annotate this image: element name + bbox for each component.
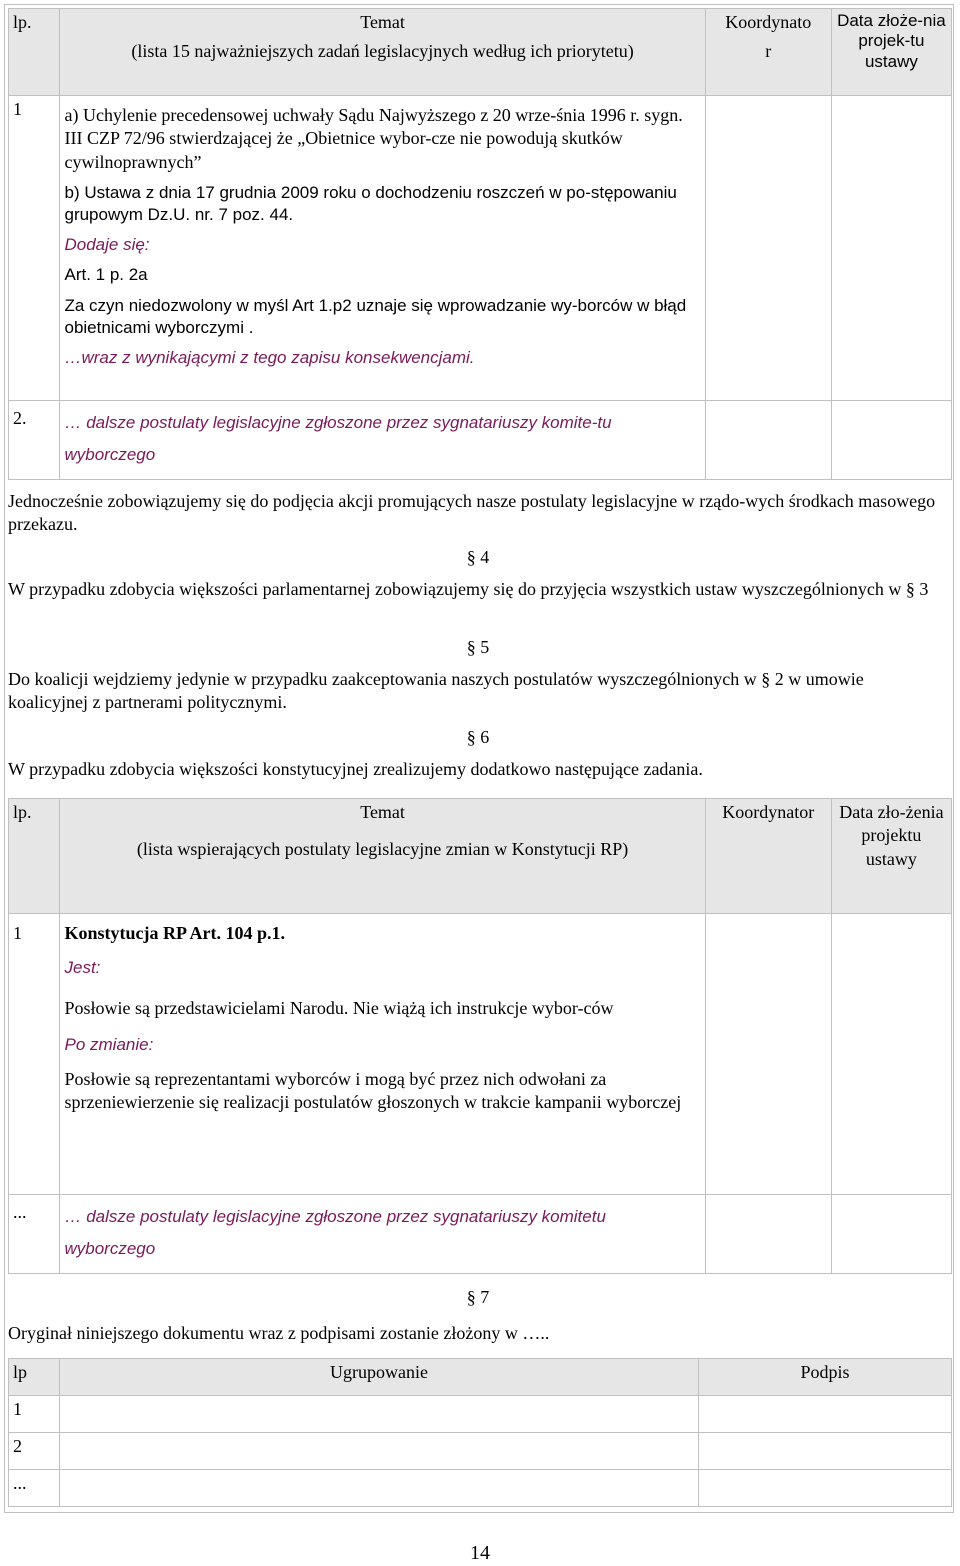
row2-koordynator bbox=[705, 1195, 831, 1274]
header-data: Data zło-żenia projektu ustawy bbox=[831, 799, 951, 914]
row1-a: a) Uchylenie precedensowej uchwały Sądu Najwyższego z 20 wrze-śnia 1996 r. sygn. III CZP 72/96 stwierdzającej że „Obietnice wybor-cze nie powodują skutków cywilnoprawnych” bbox=[64, 105, 683, 172]
table-row bbox=[9, 1433, 952, 1470]
header-data: Data złoże-nia projek-tu ustawy bbox=[831, 9, 951, 96]
row1-jest: Jest: bbox=[64, 958, 101, 978]
header-lp: lp. bbox=[9, 799, 60, 914]
row-ugrupowanie bbox=[60, 1470, 699, 1507]
header-temat-subtitle: (lista wspierających postulaty legislacyjne zmian w Konstytucji RP) bbox=[136, 839, 629, 860]
row-podpis bbox=[699, 1470, 952, 1507]
row-lp: 2 bbox=[9, 1433, 60, 1470]
table-row bbox=[9, 1470, 952, 1507]
header-lp: lp. bbox=[9, 9, 60, 96]
row2-text: … dalsze postulaty legislacyjne zgłoszone przez sygnatariuszy komitetu wyborczego bbox=[60, 1195, 705, 1274]
table-row bbox=[9, 914, 952, 1195]
row1-lp: 1 bbox=[9, 914, 60, 1195]
header-koordynator-a: Koordynato bbox=[725, 12, 812, 32]
header-koordynator: Koordynator bbox=[705, 799, 831, 914]
row2-lp: ... bbox=[9, 1195, 60, 1274]
row2-koordynator bbox=[705, 401, 831, 480]
row2-lp: 2. bbox=[9, 401, 60, 480]
section-6-text: W przypadku zdobycia większości konstytucyjnej zrealizujemy dodatkowo następujące zadania. bbox=[8, 759, 703, 779]
row-lp: ... bbox=[9, 1470, 60, 1507]
constitution-changes-table bbox=[8, 798, 952, 1274]
header-lp: lp bbox=[9, 1359, 60, 1396]
row1-content bbox=[60, 96, 705, 401]
section-7-heading: § 7 bbox=[466, 1287, 490, 1307]
row-lp: 1 bbox=[9, 1396, 60, 1433]
row2-text: … dalsze postulaty legislacyjne zgłoszone przez sygnatariuszy komite-tu wyborczego bbox=[60, 401, 705, 480]
section-6-heading: § 6 bbox=[466, 727, 490, 747]
table-header bbox=[9, 9, 952, 96]
table-header bbox=[9, 799, 952, 914]
row1-za-czyn: Za czyn niedozwolony w myśl Art 1.p2 uznaje się wprowadzanie wy-borców w błąd obietnicami wyborczymi . bbox=[64, 295, 687, 337]
row-ugrupowanie bbox=[60, 1433, 699, 1470]
section-5-text: Do koalicji wejdziemy jedynie w przypadku zaakceptowania naszych postulatów wyszczególnionych w § 2 w umowie koalicyjnej z partnerami politycznymi. bbox=[8, 669, 864, 713]
section-5-heading: § 5 bbox=[466, 637, 490, 657]
header-podpis: Podpis bbox=[699, 1359, 952, 1396]
row1-wraz: …wraz z wynikającymi z tego zapisu konsekwencjami. bbox=[64, 347, 475, 367]
table-row bbox=[9, 1396, 952, 1433]
header-temat-subtitle: (lista 15 najważniejszych zadań legislacyjnych według ich priorytetu) bbox=[131, 41, 634, 62]
legislative-tasks-table bbox=[8, 8, 952, 480]
row1-content bbox=[60, 914, 705, 1195]
row-ugrupowanie bbox=[60, 1396, 699, 1433]
row1-title: Konstytucja RP Art. 104 p.1. bbox=[64, 923, 285, 943]
table-header bbox=[9, 1359, 952, 1396]
table-row bbox=[9, 1195, 952, 1274]
row-podpis bbox=[699, 1396, 952, 1433]
row1-po-zmianie: Po zmianie: bbox=[64, 1034, 154, 1054]
row1-data bbox=[831, 96, 951, 401]
row2-data bbox=[831, 1195, 951, 1274]
section-7-text: Oryginał niniejszego dokumentu wraz z podpisami zostanie złożony w ….. bbox=[8, 1323, 550, 1343]
row1-po-text: Posłowie są reprezentantami wyborców i mogą być przez nich odwołani za sprzeniewierzenie się realizacji postulatów głoszonych w trakcie kampanii wyborczej bbox=[64, 1068, 682, 1113]
signatures-table bbox=[8, 1358, 952, 1507]
row1-dodaje: Dodaje się: bbox=[64, 235, 150, 255]
row1-koordynator bbox=[705, 96, 831, 401]
row1-b: b) Ustawa z dnia 17 grudnia 2009 roku o dochodzeniu roszczeń w po-stępowaniu grupowym Dz.U. nr. 7 poz. 44. bbox=[64, 183, 677, 225]
table-row bbox=[9, 401, 952, 480]
row2-data bbox=[831, 401, 951, 480]
section-4-text: W przypadku zdobycia większości parlamentarnej zobowiązujemy się do przyjęcia wszystkich ustaw wyszczególnionych w § 3 bbox=[8, 579, 929, 599]
row1-jest-text: Posłowie są przedstawicielami Narodu. Nie wiążą ich instrukcje wybor-ców bbox=[64, 998, 614, 1019]
row1-data bbox=[831, 914, 951, 1195]
row1-art: Art. 1 p. 2a bbox=[64, 265, 148, 285]
header-koordynator bbox=[705, 9, 831, 96]
table-row bbox=[9, 96, 952, 401]
page-number: 14 bbox=[470, 1542, 490, 1564]
row1-koordynator bbox=[705, 914, 831, 1195]
row-podpis bbox=[699, 1433, 952, 1470]
header-ugrupowanie: Ugrupowanie bbox=[60, 1359, 699, 1396]
paragraph-media: Jednocześnie zobowiązujemy się do podjęcia akcji promujących nasze postulaty legislacyjne w rządo-wych środkach masowego przekazu. bbox=[8, 491, 936, 535]
section-4-heading: § 4 bbox=[466, 547, 490, 567]
header-temat bbox=[60, 799, 705, 914]
header-koordynator-b: r bbox=[765, 41, 772, 62]
header-temat-title: Temat bbox=[360, 12, 405, 32]
header-temat-title: Temat bbox=[360, 802, 405, 822]
row1-lp: 1 bbox=[9, 96, 60, 401]
header-temat bbox=[60, 9, 705, 96]
